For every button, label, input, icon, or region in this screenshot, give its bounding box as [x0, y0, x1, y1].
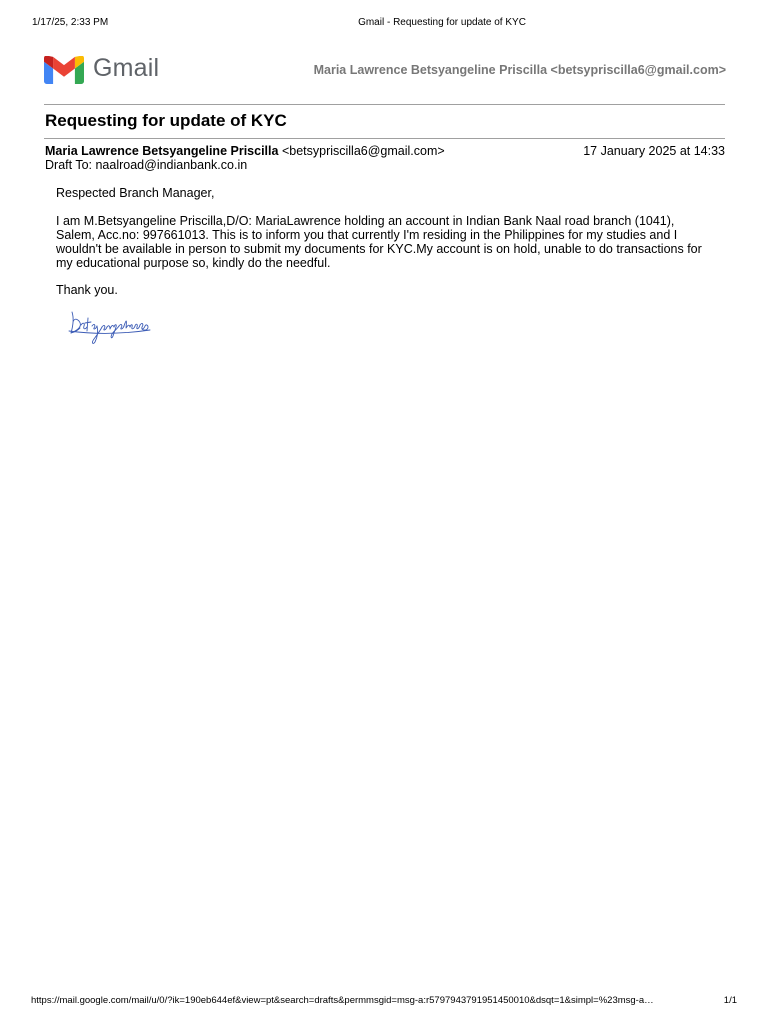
sender-name: Maria Lawrence Betsyangeline Priscilla: [45, 144, 279, 158]
gmail-m-icon: [44, 56, 84, 84]
page-number: 1/1: [723, 995, 737, 1006]
divider: [44, 104, 725, 105]
print-datetime: 1/17/25, 2:33 PM: [32, 17, 109, 28]
handwritten-signature: [66, 306, 156, 348]
sender-email: <betsypriscilla6@gmail.com>: [281, 144, 445, 158]
print-footer: [0, 995, 768, 1009]
page-url: https://mail.google.com/mail/u/0/?ik=190eb644ef&view=pt&search=drafts&permmsgid=msg-a:r5797943791951450010&dsqt=1&simpl=%23msg-a…: [31, 995, 654, 1006]
email-subject: Requesting for update of KYC: [45, 111, 287, 130]
email-closing: Thank you.: [56, 283, 118, 297]
divider: [44, 138, 725, 139]
email-greeting: Respected Branch Manager,: [56, 186, 215, 200]
gmail-header: [44, 52, 726, 88]
print-header: [0, 17, 768, 31]
print-title: Gmail - Requesting for update of KYC: [358, 17, 526, 28]
body-line: my educational purpose so, kindly do the needful.: [56, 256, 331, 270]
email-body: [56, 214, 726, 270]
email-date: 17 January 2025 at 14:33: [583, 144, 725, 158]
body-line: I am M.Betsyangeline Priscilla,D/O: MariaLawrence holding an account in Indian Bank Naal road branch (1041),: [56, 214, 675, 228]
draft-recipient: Draft To: naalroad@indianbank.co.in: [45, 158, 248, 172]
body-line: Salem, Acc.no: 997661013. This is to inform you that currently I'm residing in the Philippines for my studies and I: [56, 228, 678, 242]
body-line: wouldn't be available in person to submit my documents for KYC.My account is on hold, unable to do transactions for: [56, 242, 702, 256]
account-label: Maria Lawrence Betsyangeline Priscilla <betsypriscilla6@gmail.com>: [313, 63, 726, 77]
sender-line: [45, 144, 445, 158]
gmail-wordmark: Gmail: [93, 54, 160, 82]
